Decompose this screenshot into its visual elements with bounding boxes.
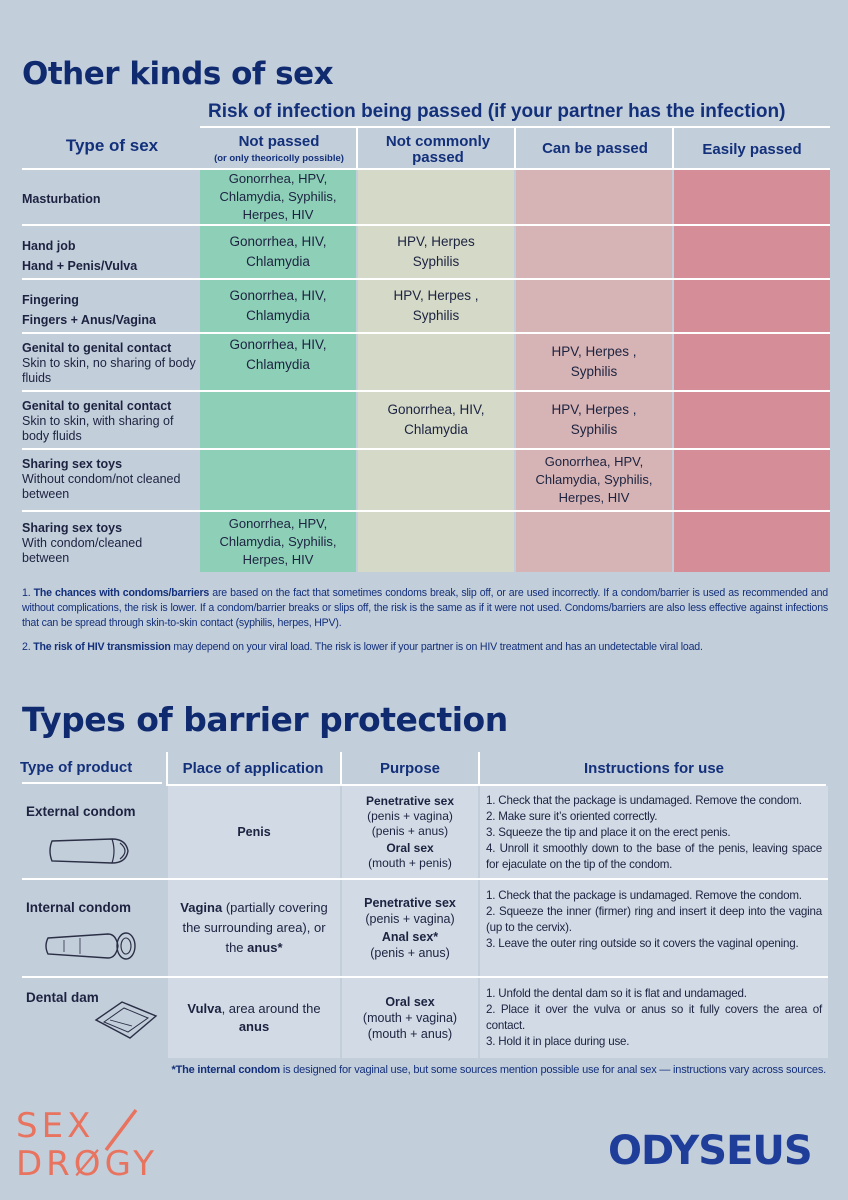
- row3-not-passed: Gonorrhea, HIV, Chlamydia: [200, 280, 356, 332]
- row7-not-commonly: [358, 512, 514, 572]
- external-condom-icon: [46, 833, 134, 869]
- col-not-passed-sub: (or only theoricolly possible): [214, 153, 344, 164]
- row3-easily: [674, 280, 830, 332]
- row-hand-job-label: Hand job Hand + Penis/Vulva: [22, 239, 138, 273]
- row6-easily: [674, 450, 830, 510]
- row5-not-commonly: Gonorrhea, HIV, Chlamydia: [358, 392, 514, 448]
- row2-easily: [674, 226, 830, 278]
- odyseus-logo: ODYSEUS: [608, 1128, 812, 1174]
- col-easily-header: Easily passed: [702, 141, 802, 158]
- risk-header: Risk of infection being passed (if your partner has the infection): [208, 101, 786, 122]
- product-internal-condom: Internal condom: [26, 900, 132, 915]
- row7-easily: [674, 512, 830, 572]
- product-external-condom: External condom: [26, 804, 136, 819]
- product-dental-dam: Dental dam: [26, 990, 99, 1005]
- int-purpose-cell: Penetrative sex (penis + vagina) Anal sex* (penis + anus): [342, 880, 478, 976]
- col-can-be-header: Can be passed: [542, 140, 648, 157]
- row4-easily: [674, 334, 830, 390]
- row6-not-commonly: [358, 450, 514, 510]
- dam-place-cell: Vulva, area around the anus: [168, 978, 340, 1058]
- int-instructions-cell: 1. Check that the package is undamaged. Remove the condom. 2. Squeeze the inner (firmer) ring and insert it deep into the vagina (up to the cervix). 3. Leave the outer ring outside so it covers the vaginal opening.: [480, 880, 828, 976]
- int-place-cell: Vagina (partially covering the surrounding area), or the anus*: [168, 880, 340, 976]
- slash-icon: [100, 1108, 140, 1152]
- ext-purpose-cell: Penetrative sex (penis + vagina) (penis + anus) Oral sex (mouth + penis): [342, 786, 478, 878]
- note-hiv: 2. The risk of HIV transmission may depend on your viral load. The risk is lower if your partner is on HIV treatment and has an undetectable viral load.: [22, 641, 703, 653]
- ext-place-cell: Penis: [168, 786, 340, 878]
- page-title: Other kinds of sex: [22, 56, 334, 92]
- col-not-passed-label: Not passed: [238, 133, 320, 150]
- row-fingering-label: Fingering Fingers + Anus/Vagina: [22, 293, 156, 327]
- row7-can-be: [516, 512, 672, 572]
- sexdrogy-line2: DRØGY: [16, 1144, 158, 1184]
- internal-condom-footnote: *The internal condom is designed for vaginal use, but some sources mention possible use for anal sex — instructions vary across sources.: [171, 1064, 826, 1076]
- row5-can-be: HPV, Herpes , Syphilis: [516, 392, 672, 448]
- row2-not-commonly: HPV, Herpes Syphilis: [358, 226, 514, 278]
- type-of-sex-header: Type of sex: [65, 136, 159, 155]
- header-place: Place of application: [182, 760, 324, 777]
- ext-instructions-cell: 1. Check that the package is undamaged. Remove the condom. 2. Make sure it’s oriented correctly. 3. Squeeze the tip and place it on the erect penis. 4. Unroll it smoothly down to the base of the penis, leaving space for ejaculate on the tip of the condom.: [480, 786, 828, 878]
- header-instructions: Instructions for use: [583, 760, 725, 777]
- row-toys-no-condom-label: Sharing sex toys Without condom/not cleaned between: [22, 457, 181, 501]
- row-toys-condom-label: Sharing sex toys With condom/cleaned between: [22, 521, 143, 565]
- row4-can-be: HPV, Herpes , Syphilis: [516, 334, 672, 390]
- col-not-commonly-header: Not commonly passed: [385, 133, 491, 166]
- row-genital-fluids-label: Genital to genital contact Skin to skin, with sharing of body fluids: [22, 399, 174, 443]
- note-condoms: 1. The chances with condoms/barriers are based on the fact that sometimes condoms break, slip off, or are used incorrectly. If a condom/barrier is used as recommended and without complications, the risk is lower. If a condom/barrier breaks or slips off, the risk is the same as if it were not used. Condoms/barriers are also less effective against infections that can be spread through skin-to-skin contact (syphilis, herpes, HPV).: [22, 587, 828, 629]
- row4-not-commonly: [358, 334, 514, 390]
- internal-condom-icon: [44, 928, 140, 964]
- row1-not-passed: Gonorrhea, HPV, Chlamydia, Syphilis, Herpes, HIV: [200, 170, 356, 224]
- row1-easily: [674, 170, 830, 224]
- row3-not-commonly: HPV, Herpes , Syphilis: [358, 280, 514, 332]
- row-masturbation-label: Masturbation: [22, 192, 101, 206]
- dam-instructions-cell: 1. Unfold the dental dam so it is flat and undamaged. 2. Place it over the vulva or anus so it fully covers the area of contact. 3. Hold it in place during use.: [480, 978, 828, 1058]
- row6-can-be: Gonorrhea, HPV, Chlamydia, Syphilis, Herpes, HIV: [516, 450, 672, 510]
- row-genital-no-fluids-label: Genital to genital contact Skin to skin, no sharing of body fluids: [22, 341, 196, 385]
- row3-can-be: [516, 280, 672, 332]
- row2-not-passed: Gonorrhea, HIV, Chlamydia: [200, 226, 356, 278]
- row6-not-passed: [200, 450, 356, 510]
- dam-purpose-cell: Oral sex (mouth + vagina) (mouth + anus): [342, 978, 478, 1058]
- barrier-title: Types of barrier protection: [22, 700, 508, 739]
- row7-not-passed: Gonorrhea, HPV, Chlamydia, Syphilis, Herpes, HIV: [200, 512, 356, 572]
- header-type-of-product: Type of product: [20, 759, 133, 776]
- row5-easily: [674, 392, 830, 448]
- sexdrogy-logo: [16, 1108, 166, 1188]
- row5-not-passed: [200, 392, 356, 448]
- row1-not-commonly: [358, 170, 514, 224]
- row1-can-be: [516, 170, 672, 224]
- sexdrogy-line1: SEX: [16, 1106, 95, 1146]
- row4-not-passed: Gonorrhea, HIV, Chlamydia: [200, 334, 356, 390]
- header-purpose: Purpose: [379, 760, 440, 777]
- col-not-passed-header: [200, 134, 358, 166]
- row2-can-be: [516, 226, 672, 278]
- dental-dam-icon: [92, 998, 160, 1042]
